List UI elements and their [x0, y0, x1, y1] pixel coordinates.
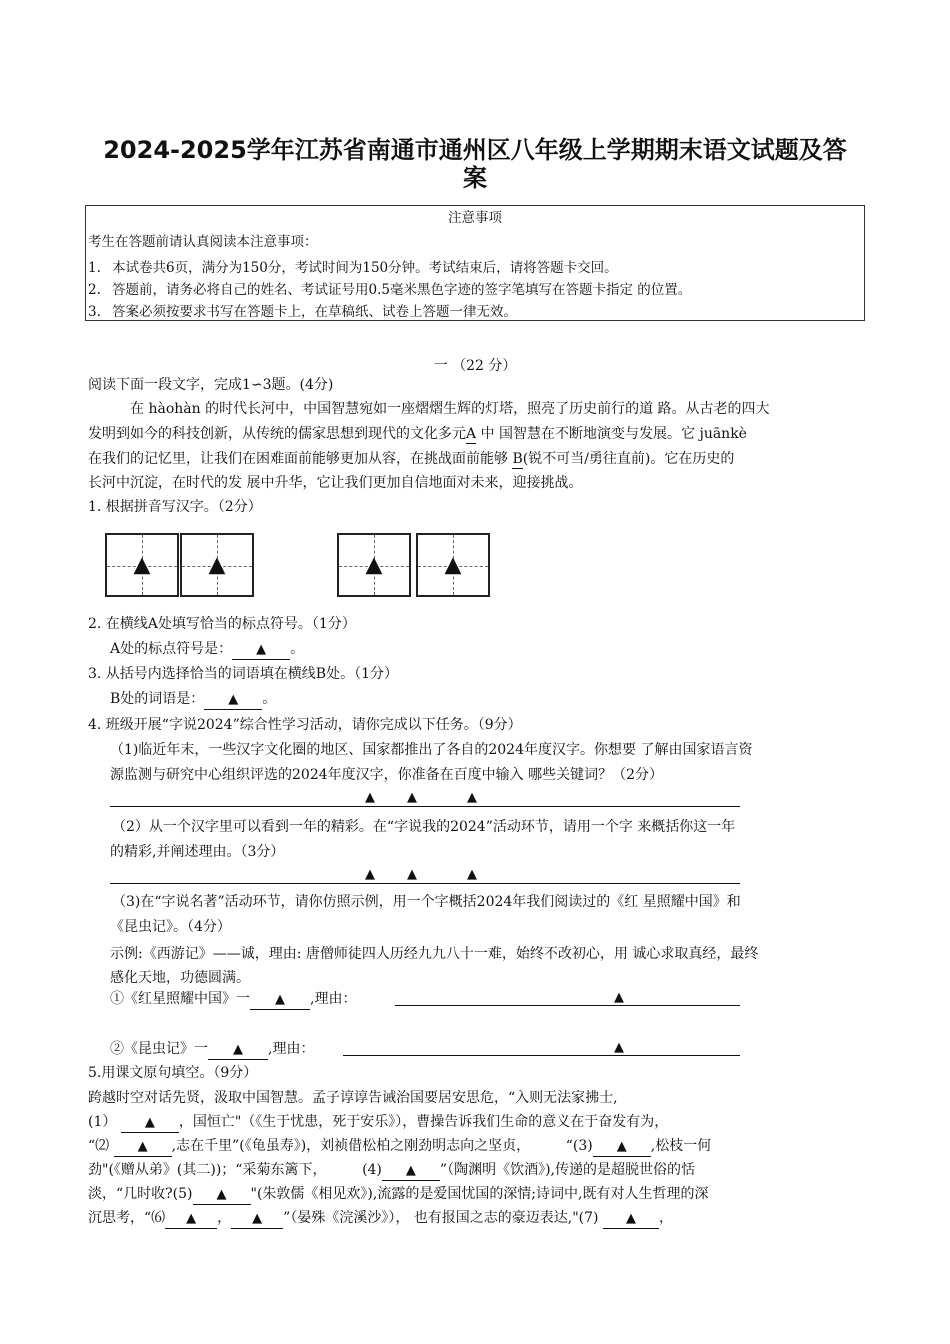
answer-blank[interactable]: ▲: [193, 1186, 251, 1205]
q4-answer-2: ②《昆虫记》一 ▲ ,理由：: [110, 1040, 314, 1060]
q4-part1-line2: 源监测与研究中心组织评选的2024年度汉字，你准备在百度中输入 哪些关键词？（2分）: [110, 767, 663, 783]
writing-grid-box[interactable]: [105, 533, 179, 597]
answer-line[interactable]: [343, 1055, 740, 1056]
q5-line-6: 沉思考，“⑹ ▲ ， ▲ ”（晏殊《浣溪沙》）， 也有报国之志的豪迈表达,"(7) ▲ ，: [88, 1209, 673, 1229]
triangle-icon: ▲: [614, 990, 624, 1005]
q4-part3-line2: 《昆虫记》。（4分）: [110, 919, 231, 935]
triangle-icon: ▲: [208, 552, 226, 578]
q5-line-2: (1） ▲ ，国恒亡"（《生于忧患，死于安乐》），曹操告诉我们生命的意义在于奋发有为，: [88, 1113, 668, 1133]
notice-item: 3. 答案必须按要求书写在答题卡上，在草稿纸、试卷上答题一律无效。: [88, 304, 517, 320]
notice-item: 1. 本试卷共6页，满分为150分，考试时间为150分钟。考试结束后，请将答题卡交回。: [88, 260, 618, 276]
triangle-icon: ▲: [444, 552, 462, 578]
q1-label: 1. 根据拼音写汉字。（2分）: [88, 499, 262, 515]
triangle-icon: ▲: [133, 552, 151, 578]
answer-blank[interactable]: ▲: [593, 1138, 651, 1157]
q4-part1-line1: （1)临近年末，一些汉字文化圈的地区、国家都推出了各自的2024年度汉字。你想要 了解由国家语言资: [110, 742, 753, 758]
answer-blank[interactable]: ▲: [231, 1210, 283, 1229]
q3-answer-line: B处的词语是： ▲ 。: [110, 690, 276, 710]
answer-line[interactable]: [110, 883, 740, 884]
answer-blank[interactable]: ▲: [382, 1162, 440, 1181]
answer-line[interactable]: [110, 806, 740, 807]
q4-part3-line1: （3)在“字说名著”活动环节，请你仿照示例，用一个字概括2024年我们阅读过的《红 星照耀中国》和: [112, 894, 741, 910]
reading-line-2: 发明到如今的科技创新，从传统的儒家思想到现代的文化多元A 中 国智慧在不断地演变与发展。它 juānkè: [88, 426, 747, 442]
title-line-2: 案: [463, 164, 487, 192]
answer-blank[interactable]: ▲: [232, 641, 290, 660]
answer-blank[interactable]: ▲: [114, 1138, 172, 1157]
q5-line-3: “⑵ ▲ ,志在千里”(《龟虽寿》)，刘祯借松柏之刚劲明志向之坚贞， “(3) ▲ ,松枝一何: [88, 1137, 711, 1157]
answer-blank[interactable]: ▲: [121, 1114, 179, 1133]
writing-grid-box[interactable]: [416, 533, 490, 597]
reading-line-4: 长河中沉淀，在时代的发 展中升华，它让我们更加自信地面对未来，迎接挑战。: [88, 475, 583, 491]
blank-b-marker: B: [512, 451, 523, 467]
triangle-icon: ▲: [407, 790, 417, 805]
triangle-icon: ▲: [614, 1040, 624, 1055]
notice-box: [85, 205, 865, 321]
q4-example-line1: 示例:《西游记》——诚，理由: 唐僧师徒四人历经九九八十一难，始终不改初心，用 诚心求取真经，最终: [110, 946, 759, 962]
triangle-icon: ▲: [365, 867, 375, 882]
answer-blank[interactable]: ▲: [250, 991, 310, 1010]
q2-answer-line: A处的标点符号是： ▲ 。: [110, 640, 304, 660]
triangle-icon: ▲: [365, 790, 375, 805]
page-title: [80, 136, 870, 192]
q4-part2-line1: （2）从一个汉字里可以看到一年的精彩。在“字说我的2024”活动环节，请用一个字 来概括你这一年: [112, 819, 736, 835]
notice-item: 2. 答题前，请务必将自己的姓名、考试证号用0.5毫米黑色字迹的签字笔填写在答题卡指定 的位置。: [88, 282, 692, 298]
q5-label: 5.用课文原句填空。（9分）: [88, 1065, 258, 1081]
reading-line-1: 在 hàohàn 的时代长河中，中国智慧宛如一座熠熠生辉的灯塔，照亮了历史前行的道 路。从古老的四大: [130, 401, 770, 417]
triangle-icon: ▲: [467, 790, 477, 805]
q4-example-line2: 感化天地，功德圆满。: [110, 970, 250, 986]
q4-answer-1: ①《红星照耀中国》一 ▲ ,理由：: [110, 990, 356, 1010]
answer-line[interactable]: [395, 1005, 740, 1006]
answer-blank[interactable]: ▲: [603, 1210, 659, 1229]
writing-grid-box[interactable]: [337, 533, 411, 597]
q2-label: 2. 在横线A处填写恰当的标点符号。（1分）: [88, 616, 356, 632]
q5-line-4: 劲"(《赠从弟》(其二))；“采菊东篱下， (4) ▲ ”（陶渊明《饮酒》),传递的是超脱世俗的恬: [88, 1161, 695, 1181]
triangle-icon: ▲: [365, 552, 383, 578]
q4-part2-line2: 的精彩,并阐述理由。（3分）: [110, 844, 285, 860]
notice-intro: 考生在答题前请认真阅读本注意事项：: [88, 234, 318, 250]
notice-heading: 注意事项: [448, 210, 502, 226]
section-heading: 一 （22 分）: [433, 358, 517, 374]
blank-a-marker: A: [466, 426, 477, 442]
q5-line-1: 跨越时空对话先贤，汲取中国智慧。孟子谆谆告诫治国要居安思危，“入则无法家拂士,: [88, 1090, 618, 1106]
title-line-1: 2024-2025学年江苏省南通市通州区八年级上学期期末语文试题及答: [103, 136, 847, 164]
answer-blank[interactable]: ▲: [165, 1210, 217, 1229]
triangle-icon: ▲: [467, 867, 477, 882]
q5-line-5: 淡，“几时收?(5) ▲ "(朱敦儒《相见欢》),流露的是爱国忧国的深情;诗词中,既有对人生哲理的深: [88, 1185, 708, 1205]
q4-label: 4. 班级开展“字说2024”综合性学习活动，请你完成以下任务。（9分）: [88, 717, 522, 733]
writing-grid-box[interactable]: [180, 533, 254, 597]
answer-blank[interactable]: ▲: [208, 1041, 268, 1060]
reading-line-3: 在我们的记忆里，让我们在困难面前能够更加从容，在挑战面前能够 B(锐不可当/勇往直前)。它在历史的: [88, 451, 735, 467]
reading-intro: 阅读下面一段文字，完成1∽3题。(4分): [88, 377, 334, 393]
answer-blank[interactable]: ▲: [204, 691, 262, 710]
triangle-icon: ▲: [407, 867, 417, 882]
q3-label: 3. 从括号内选择恰当的词语填在横线B处。（1分）: [88, 666, 399, 682]
